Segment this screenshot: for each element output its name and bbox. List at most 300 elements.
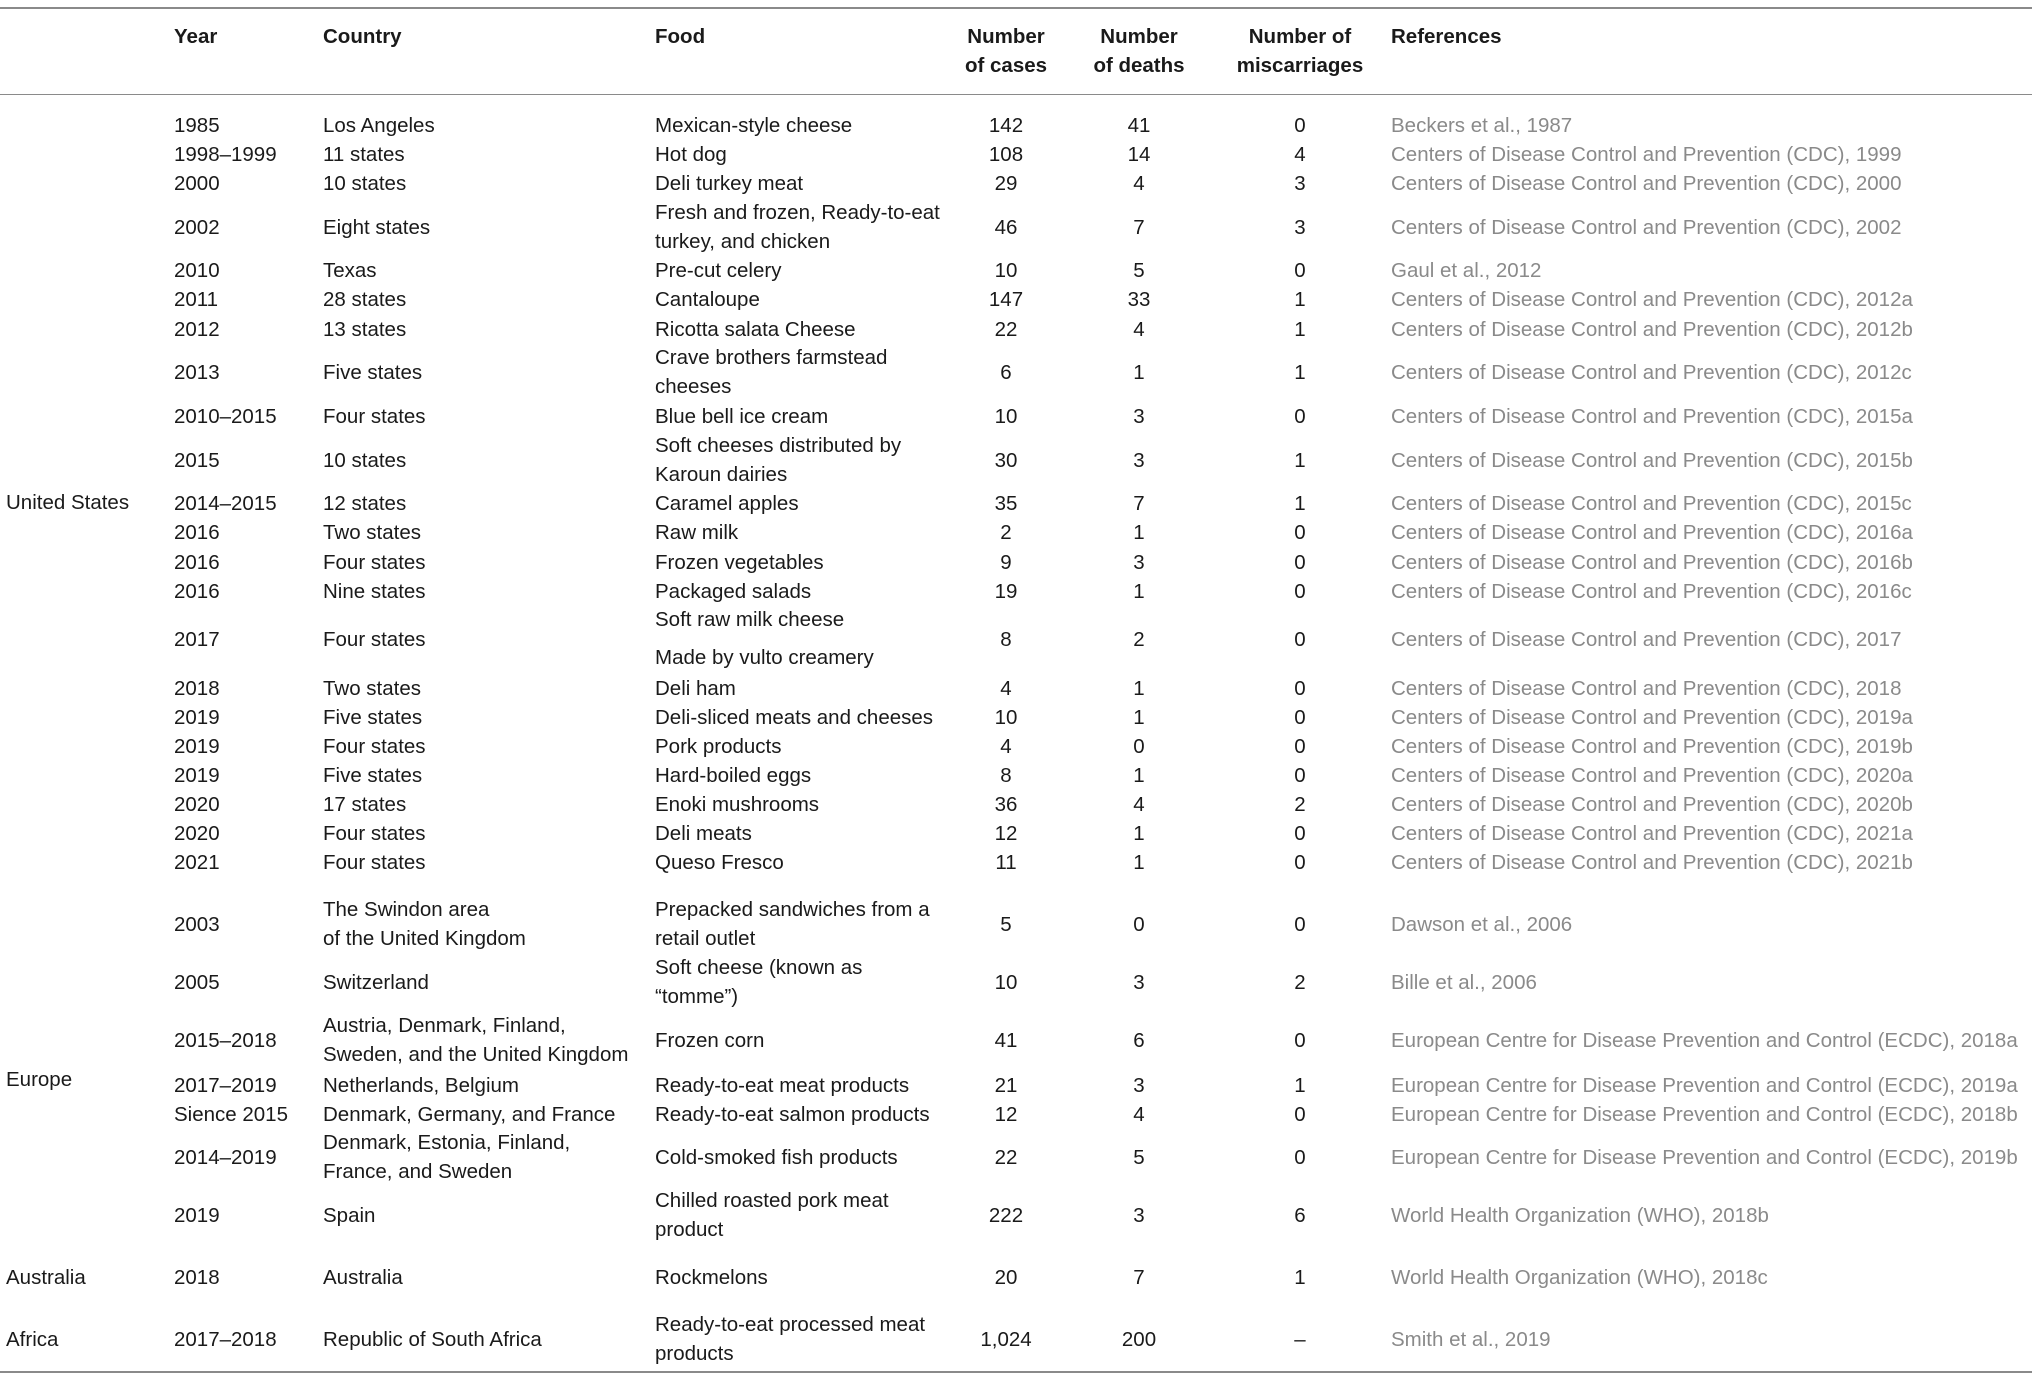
bottom-rule: [0, 1371, 2032, 1373]
cell-food-line: product: [655, 1218, 724, 1241]
cell-food: [655, 169, 803, 198]
cell-deaths: 1: [1133, 705, 1145, 729]
cell-deaths: 4: [1133, 1102, 1145, 1126]
cell-food: [655, 343, 887, 401]
cell-cases: 6: [1000, 360, 1012, 384]
cell-food: [655, 1071, 909, 1100]
cell-miscarriages: 3: [1294, 215, 1306, 239]
cell-food-line: Frozen vegetables: [655, 550, 824, 574]
cell-food: [655, 111, 852, 140]
cell-country-line: Five states: [323, 763, 423, 787]
cell-food: [655, 1263, 768, 1292]
cell-cases: 10: [994, 970, 1018, 994]
cell-country: [323, 703, 422, 732]
cell-reference: Centers of Disease Control and Prevention (CDC), 2018: [1391, 676, 1902, 700]
cell-year: 2013: [174, 360, 220, 384]
cell-food: [655, 819, 752, 848]
cell-country-line: Austria, Denmark, Finland,: [323, 1014, 566, 1037]
cell-year: 2016: [174, 579, 220, 603]
header-cases: [950, 22, 1062, 80]
cell-reference: Centers of Disease Control and Prevention (CDC), 2019b: [1391, 734, 1913, 758]
cell-miscarriages: 0: [1294, 676, 1306, 700]
cell-cases: 1,024: [980, 1327, 1032, 1351]
cell-year: 2020: [174, 821, 220, 845]
cell-deaths: 0: [1133, 734, 1145, 758]
cell-country: [323, 1201, 375, 1230]
cell-reference: Centers of Disease Control and Prevention (CDC), 2015a: [1391, 404, 1913, 428]
cell-cases: 2: [1000, 520, 1012, 544]
cell-reference: Centers of Disease Control and Prevention (CDC), 2012b: [1391, 317, 1913, 341]
cell-country: [323, 577, 426, 606]
cell-miscarriages: 0: [1294, 520, 1306, 544]
cell-cases: 29: [994, 171, 1018, 195]
cell-food-line: Blue bell ice cream: [655, 404, 829, 428]
cell-year: 2005: [174, 970, 220, 994]
cell-food-line: Ready-to-eat processed meat: [655, 1313, 926, 1336]
cell-country-line: Two states: [323, 520, 421, 544]
cell-country: [323, 732, 426, 761]
cell-country: [323, 1011, 628, 1069]
cell-cases: 12: [994, 821, 1018, 845]
cell-food-line: Deli-sliced meats and cheeses: [655, 705, 934, 729]
cell-miscarriages: 0: [1294, 912, 1306, 936]
cell-cases: 142: [988, 113, 1024, 137]
cell-reference: Dawson et al., 2006: [1391, 912, 1573, 936]
cell-country-line: 10 states: [323, 448, 407, 472]
cell-miscarriages: 3: [1294, 171, 1306, 195]
cell-year: 2012: [174, 317, 220, 341]
cell-food-line: Soft cheeses distributed by: [655, 434, 902, 457]
cell-miscarriages: 1: [1294, 491, 1306, 515]
cell-miscarriages: 1: [1294, 287, 1306, 311]
cell-reference: Centers of Disease Control and Prevention (CDC), 2017: [1391, 627, 1902, 651]
header-cases-line2: of cases: [964, 54, 1048, 77]
cell-reference: Centers of Disease Control and Prevention (CDC), 2019a: [1391, 705, 1913, 729]
cell-country-line: 12 states: [323, 491, 407, 515]
cell-cases: 21: [994, 1073, 1018, 1097]
cell-food-line: Hot dog: [655, 142, 727, 166]
cell-food-line: Raw milk: [655, 520, 739, 544]
header-deaths: [1080, 22, 1198, 80]
cell-country: [323, 548, 426, 577]
cell-food: [655, 1100, 930, 1129]
cell-country: [323, 1325, 542, 1354]
cell-cases: 5: [1000, 912, 1012, 936]
cell-cases: 12: [994, 1102, 1018, 1126]
cell-food-line: Enoki mushrooms: [655, 792, 820, 816]
cell-food-line: Deli ham: [655, 676, 736, 700]
cell-country-line: France, and Sweden: [323, 1160, 513, 1183]
cell-food-line: Prepacked sandwiches from a: [655, 898, 930, 921]
cell-country: [323, 402, 426, 431]
cell-deaths: 33: [1127, 287, 1151, 311]
cell-food-line: Deli meats: [655, 821, 752, 845]
cell-reference: World Health Organization (WHO), 2018b: [1391, 1203, 1769, 1227]
cell-food-line: Hard-boiled eggs: [655, 763, 812, 787]
cell-year: 2016: [174, 550, 220, 574]
cell-food-line: Soft raw milk cheese: [655, 608, 845, 631]
cell-year: 2017–2019: [174, 1073, 277, 1097]
cell-food: [655, 601, 874, 677]
cell-year: Sience 2015: [174, 1102, 288, 1126]
cell-miscarriages: 0: [1294, 404, 1306, 428]
cell-country: [323, 446, 406, 475]
cell-food: [655, 703, 933, 732]
cell-cases: 19: [994, 579, 1018, 603]
cell-country-line: Four states: [323, 550, 426, 574]
cell-country-line: 11 states: [323, 142, 405, 166]
cell-reference: Centers of Disease Control and Prevention (CDC), 2012a: [1391, 287, 1913, 311]
cell-country: [323, 625, 426, 654]
cell-deaths: 3: [1133, 1203, 1145, 1227]
cell-year: 2019: [174, 734, 220, 758]
cell-miscarriages: 1: [1294, 317, 1306, 341]
header-cases-line1: Number: [967, 25, 1045, 48]
header-miscarriages: [1225, 22, 1375, 80]
cell-food: [655, 790, 819, 819]
cell-country-line: Four states: [323, 734, 426, 758]
cell-reference: European Centre for Disease Prevention and Control (ECDC), 2019a: [1391, 1073, 2018, 1097]
cell-country-line: Netherlands, Belgium: [323, 1073, 519, 1097]
cell-food: [655, 256, 781, 285]
cell-food: [655, 732, 781, 761]
cell-deaths: 41: [1127, 113, 1151, 137]
cell-miscarriages: 0: [1294, 579, 1306, 603]
cell-country-line: Eight states: [323, 215, 431, 239]
cell-miscarriages: 2: [1294, 970, 1306, 994]
cell-reference: Smith et al., 2019: [1391, 1327, 1551, 1351]
cell-food-line: Packaged salads: [655, 579, 812, 603]
cell-country-line: Denmark, Estonia, Finland,: [323, 1131, 571, 1154]
cell-reference: Centers of Disease Control and Prevention (CDC), 2015b: [1391, 448, 1913, 472]
cell-cases: 35: [994, 491, 1018, 515]
cell-reference: Gaul et al., 2012: [1391, 258, 1542, 282]
cell-year: 2018: [174, 1265, 220, 1289]
cell-deaths: 1: [1133, 579, 1145, 603]
cell-food-line: Made by vulto creamery: [655, 646, 874, 669]
cell-country: [323, 169, 406, 198]
cell-cases: 4: [1000, 676, 1012, 700]
cell-food: [655, 761, 811, 790]
cell-country: [323, 518, 421, 547]
cell-miscarriages: 0: [1294, 734, 1306, 758]
cell-deaths: 1: [1133, 676, 1145, 700]
cell-cases: 41: [994, 1028, 1018, 1052]
cell-country: [323, 790, 406, 819]
cell-cases: 8: [1000, 763, 1012, 787]
cell-reference: Centers of Disease Control and Prevention (CDC), 2020b: [1391, 792, 1913, 816]
cell-country: [323, 256, 377, 285]
cell-food-line: Deli turkey meat: [655, 171, 804, 195]
cell-country-line: Four states: [323, 627, 426, 651]
cell-cases: 22: [994, 317, 1018, 341]
cell-reference: Centers of Disease Control and Prevention (CDC), 2021a: [1391, 821, 1913, 845]
cell-year: 2021: [174, 850, 220, 874]
cell-year: 2016: [174, 520, 220, 544]
cell-food-line: Soft cheese (known as: [655, 956, 863, 979]
cell-cases: 10: [994, 404, 1018, 428]
cell-cases: 10: [994, 705, 1018, 729]
cell-miscarriages: 4: [1294, 142, 1306, 166]
cell-country: [323, 111, 435, 140]
cell-deaths: 3: [1133, 404, 1145, 428]
cell-food: [655, 1026, 764, 1055]
cell-miscarriages: –: [1294, 1327, 1306, 1351]
cell-deaths: 1: [1133, 360, 1145, 384]
cell-country-line: of the United Kingdom: [323, 927, 526, 950]
cell-year: 1985: [174, 113, 220, 137]
cell-country: [323, 819, 426, 848]
cell-food: [655, 548, 824, 577]
cell-deaths: 7: [1133, 1265, 1145, 1289]
cell-food: [655, 953, 862, 1011]
cell-reference: Centers of Disease Control and Prevention (CDC), 2016a: [1391, 520, 1913, 544]
cell-miscarriages: 1: [1294, 1265, 1306, 1289]
cell-food-line: Cantaloupe: [655, 287, 760, 311]
cell-miscarriages: 6: [1294, 1203, 1306, 1227]
cell-country-line: Nine states: [323, 579, 426, 603]
cell-country-line: Los Angeles: [323, 113, 435, 137]
region-africa: Africa: [6, 1328, 59, 1351]
cell-year: 2015–2018: [174, 1028, 277, 1052]
cell-miscarriages: 0: [1294, 1145, 1306, 1169]
cell-miscarriages: 2: [1294, 792, 1306, 816]
cell-food-line: products: [655, 1342, 734, 1365]
cell-country: [323, 213, 430, 242]
cell-miscarriages: 0: [1294, 550, 1306, 574]
cell-deaths: 3: [1133, 550, 1145, 574]
cell-food-line: Pre-cut celery: [655, 258, 782, 282]
cell-food-line: “tomme”): [655, 985, 739, 1008]
cell-cases: 147: [988, 287, 1024, 311]
cell-food-line: Pork products: [655, 734, 782, 758]
cell-country-line: Two states: [323, 676, 421, 700]
cell-food: [655, 1186, 889, 1244]
cell-cases: 4: [1000, 734, 1012, 758]
cell-year: 2018: [174, 676, 220, 700]
cell-year: 2010: [174, 258, 220, 282]
cell-food: [655, 848, 784, 877]
cell-year: 2019: [174, 763, 220, 787]
cell-year: 2019: [174, 705, 220, 729]
cell-country: [323, 1100, 615, 1129]
cell-food: [655, 1143, 898, 1172]
cell-country: [323, 848, 426, 877]
header-deaths-line1: Number: [1100, 25, 1178, 48]
header-references: References: [1391, 25, 1502, 48]
header-rule: [0, 94, 2032, 95]
cell-miscarriages: 1: [1294, 360, 1306, 384]
cell-miscarriages: 0: [1294, 1028, 1306, 1052]
cell-reference: Centers of Disease Control and Prevention (CDC), 2016c: [1391, 579, 1912, 603]
header-miscarriages-line1: Number of: [1248, 25, 1352, 48]
region-australia: Australia: [6, 1266, 86, 1289]
cell-miscarriages: 0: [1294, 258, 1306, 282]
cell-miscarriages: 0: [1294, 705, 1306, 729]
cell-food: [655, 895, 930, 953]
cell-reference: Beckers et al., 1987: [1391, 113, 1573, 137]
header-deaths-line2: of deaths: [1093, 54, 1185, 77]
cell-deaths: 3: [1133, 970, 1145, 994]
cell-miscarriages: 0: [1294, 1102, 1306, 1126]
cell-country-line: Republic of South Africa: [323, 1327, 542, 1351]
cell-food-line: Fresh and frozen, Ready-to-eat: [655, 201, 940, 224]
cell-food: [655, 198, 940, 256]
cell-food: [655, 489, 799, 518]
cell-year: 2017: [174, 627, 220, 651]
cell-cases: 108: [988, 142, 1024, 166]
cell-year: 1998–1999: [174, 142, 277, 166]
cell-deaths: 14: [1127, 142, 1151, 166]
cell-food: [655, 1310, 925, 1368]
cell-food-line: Ricotta salata Cheese: [655, 317, 856, 341]
cell-country: [323, 285, 406, 314]
cell-country-line: 13 states: [323, 317, 407, 341]
cell-miscarriages: 1: [1294, 1073, 1306, 1097]
header-miscarriages-line2: miscarriages: [1236, 54, 1364, 77]
cell-deaths: 4: [1133, 171, 1145, 195]
cell-food-line: Ready-to-eat meat products: [655, 1073, 910, 1097]
cell-deaths: 5: [1133, 1145, 1145, 1169]
cell-country-line: Australia: [323, 1265, 403, 1289]
cell-cases: 36: [994, 792, 1018, 816]
cell-year: 2011: [174, 287, 219, 311]
cell-reference: Centers of Disease Control and Prevention (CDC), 1999: [1391, 142, 1902, 166]
cell-country-line: Four states: [323, 850, 426, 874]
cell-year: 2014–2019: [174, 1145, 277, 1169]
cell-deaths: 1: [1133, 850, 1145, 874]
cell-food: [655, 285, 760, 314]
cell-food: [655, 674, 736, 703]
cell-food: [655, 402, 828, 431]
cell-country: [323, 674, 421, 703]
cell-cases: 8: [1000, 627, 1012, 651]
cell-country: [323, 968, 429, 997]
cell-food-line: Frozen corn: [655, 1028, 765, 1052]
cell-year: 2020: [174, 792, 220, 816]
cell-year: 2019: [174, 1203, 220, 1227]
cell-food: [655, 518, 738, 547]
cell-year: 2010–2015: [174, 404, 277, 428]
header-year: Year: [174, 25, 218, 48]
cell-country-line: Spain: [323, 1203, 376, 1227]
cell-year: 2017–2018: [174, 1327, 277, 1351]
cell-cases: 46: [994, 215, 1018, 239]
header-food: Food: [655, 25, 706, 48]
cell-year: 2002: [174, 215, 220, 239]
cell-food-line: Karoun dairies: [655, 463, 788, 486]
top-rule: [0, 7, 2032, 9]
cell-food-line: Rockmelons: [655, 1265, 768, 1289]
cell-reference: Centers of Disease Control and Prevention (CDC), 2021b: [1391, 850, 1913, 874]
cell-food-line: turkey, and chicken: [655, 230, 831, 253]
cell-country-line: 17 states: [323, 792, 407, 816]
region-united-states: United States: [6, 491, 130, 514]
cell-cases: 9: [1000, 550, 1012, 574]
cell-food-line: Chilled roasted pork meat: [655, 1189, 889, 1212]
cell-miscarriages: 1: [1294, 448, 1306, 472]
cell-country-line: Four states: [323, 821, 426, 845]
cell-country: [323, 489, 406, 518]
cell-country-line: Five states: [323, 360, 423, 384]
cell-deaths: 4: [1133, 317, 1145, 341]
cell-reference: European Centre for Disease Prevention and Control (ECDC), 2018a: [1391, 1028, 2018, 1052]
cell-cases: 11: [995, 850, 1017, 874]
cell-country-line: Four states: [323, 404, 426, 428]
cell-country: [323, 1263, 403, 1292]
cell-food-line: Crave brothers farmstead: [655, 346, 888, 369]
cell-reference: European Centre for Disease Prevention and Control (ECDC), 2019b: [1391, 1145, 2018, 1169]
cell-country: [323, 1071, 519, 1100]
cell-deaths: 2: [1133, 627, 1145, 651]
cell-cases: 222: [988, 1203, 1024, 1227]
cell-food: [655, 315, 856, 344]
cell-deaths: 4: [1133, 792, 1145, 816]
cell-deaths: 7: [1133, 491, 1145, 515]
cell-year: 2003: [174, 912, 220, 936]
cell-reference: European Centre for Disease Prevention and Control (ECDC), 2018b: [1391, 1102, 2018, 1126]
cell-country: [323, 1128, 570, 1186]
cell-country: [323, 140, 405, 169]
cell-food-line: Cold-smoked fish products: [655, 1145, 898, 1169]
cell-reference: World Health Organization (WHO), 2018c: [1391, 1265, 1768, 1289]
cell-deaths: 1: [1133, 821, 1145, 845]
cell-year: 2000: [174, 171, 220, 195]
cell-reference: Centers of Disease Control and Prevention (CDC), 2002: [1391, 215, 1902, 239]
cell-deaths: 1: [1133, 520, 1145, 544]
header-country: Country: [323, 25, 402, 48]
cell-food-line: cheeses: [655, 375, 732, 398]
cell-food-line: Caramel apples: [655, 491, 799, 515]
cell-country-line: The Swindon area: [323, 898, 490, 921]
cell-reference: Centers of Disease Control and Prevention (CDC), 2015c: [1391, 491, 1912, 515]
cell-country-line: Texas: [323, 258, 377, 282]
cell-reference: Centers of Disease Control and Prevention (CDC), 2000: [1391, 171, 1902, 195]
cell-country-line: Switzerland: [323, 970, 429, 994]
cell-miscarriages: 0: [1294, 850, 1306, 874]
cell-deaths: 3: [1133, 448, 1145, 472]
cell-miscarriages: 0: [1294, 113, 1306, 137]
cell-cases: 22: [994, 1145, 1018, 1169]
cell-food-line: Ready-to-eat salmon products: [655, 1102, 930, 1126]
cell-year: 2015: [174, 448, 220, 472]
cell-country-line: Denmark, Germany, and France: [323, 1102, 616, 1126]
cell-food: [655, 431, 901, 489]
cell-deaths: 7: [1133, 215, 1145, 239]
cell-reference: Centers of Disease Control and Prevention (CDC), 2016b: [1391, 550, 1913, 574]
cell-miscarriages: 0: [1294, 627, 1306, 651]
cell-reference: Centers of Disease Control and Prevention (CDC), 2012c: [1391, 360, 1912, 384]
cell-country-line: 28 states: [323, 287, 407, 311]
cell-cases: 10: [994, 258, 1018, 282]
cell-reference: Bille et al., 2006: [1391, 970, 1537, 994]
cell-deaths: 0: [1133, 912, 1145, 936]
cell-deaths: 3: [1133, 1073, 1145, 1097]
cell-food-line: Mexican-style cheese: [655, 113, 853, 137]
cell-miscarriages: 0: [1294, 763, 1306, 787]
cell-country: [323, 358, 422, 387]
cell-country: [323, 895, 526, 953]
cell-deaths: 1: [1133, 763, 1145, 787]
cell-food-line: retail outlet: [655, 927, 756, 950]
cell-country: [323, 315, 406, 344]
cell-cases: 20: [994, 1265, 1018, 1289]
region-europe: Europe: [6, 1068, 73, 1091]
cell-miscarriages: 0: [1294, 821, 1306, 845]
cell-deaths: 5: [1133, 258, 1145, 282]
cell-year: 2014–2015: [174, 491, 277, 515]
cell-cases: 30: [994, 448, 1018, 472]
